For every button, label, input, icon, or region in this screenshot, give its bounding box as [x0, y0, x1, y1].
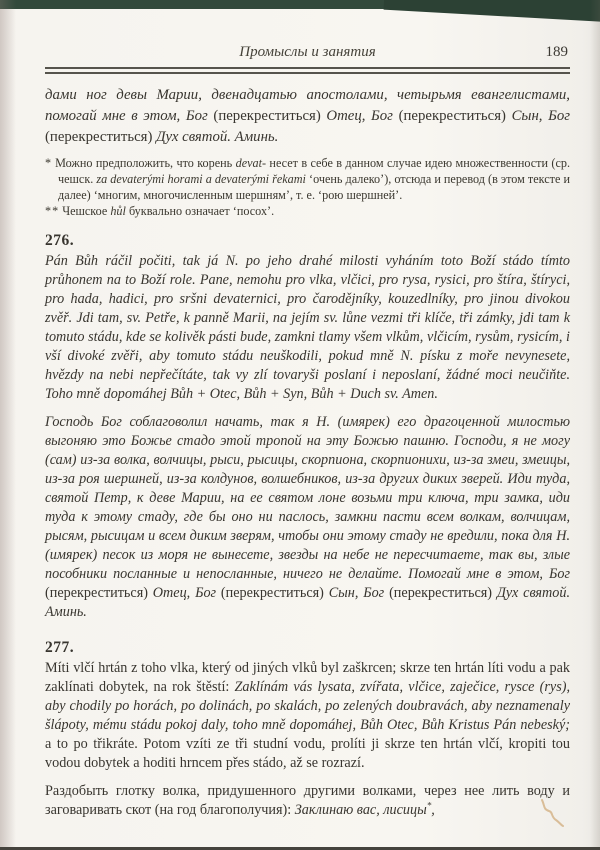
- running-header: [45, 44, 570, 64]
- running-title: Промыслы и занятия: [239, 44, 376, 60]
- page-content: [45, 44, 570, 820]
- top-right-edge-band: [384, 0, 600, 22]
- section-277-czech-text: Míti vlčí hrtán z toho vlka, který od jiných vlků byl zaškrcen; skrze ten hrtán líti vodu a pak zaklínati dobytek, na rok štěstí: Zaklínám vás lysata, zvířata, vlčice, zaječice, rysce (rys), aby chodily po horách, po dolinách, po skalách, po zelených doubravách, aby neznamenaly šlápoty, mému stádu pokoj daly, toho mně dopomáhej, Bůh Otec, Bůh Kristus Pán nebeský; a to po třikráte. Potom vzíti ze tři studní vodu, prolíti ji skrze ten hrtán vlčí, kropiti tou vodou dobytek a hoditi hrncem přes stádo, až se rozrazí.: [45, 660, 571, 771]
- footnote-block: [45, 155, 570, 219]
- left-page-edge-shadow: [0, 0, 16, 850]
- section-number-276: 276.: [45, 232, 75, 249]
- footnote-2-marker: **: [45, 204, 60, 218]
- section-276-russian-translation: Господь Бог соблаговолил начать, так я Н. (имярек) его драгоценной милостью выгоняю это Божье стадо этой тропой на эту Божью пашню. Господи, я не могу (сам) из-за волка, волчицы, рыси, рысицы, скорпиона, скорпионихи, из-за змеи, змеицы, из-за роя шершней, из-за колдунов, волшебников, из-за других диких зверей. Иди туда, святой Петр, к деве Марии, на ее святом лоне возьми три ключа, три замка, иди туда к этому стаду, где бы оно ни паслось, замкни пасти всем волкам, волчицам, рысям, рысицам и всем диким зверям, чтобы они этому стаду не вредили, пока для Н. (имярек) песок из моря не вынесете, звезды на небе не пересчитаете, так вы, злые пособники посланные и непосланные, ничего не делайте. Помогай мне в этом, Бог (перекреститься) Отец, Бог (перекреститься) Сын, Бог (перекреститься) Дух святой. Аминь.: [45, 414, 570, 620]
- section-276-czech-text: Pán Bůh ráčil počiti, tak já N. po jeho drahé milosti vyháním toto Boží stádo tímto průhonem na to Boží role. Pane, nemohu pro vlka, vlčici, pro rysa, rysici, pro štíra, štíryci, pro hada, hadici, pro sršni devaternici, pro čarodějníky, kouzedlníky, pro jinou divokou zvěř. Jdi tam, sv. Petře, k panně Marii, na jejím sv. lůne vezmi tři klíče, tři zámky, jdi tam k tomuto stádu, kde se kolivěk pásti bude, zamkni tlamy všem vlkům, vlčicím, rysům, rysicím, i vší divoké zvěři, aby tomuto stádu neuškodili, pokud mně N. písku z moře nevynesete, hvězdy na nebi nepřečítáte, tak vy zlí tovaryši poslaní i neposlaní, žádné moci neučiňte. Toho mně dopomáhej Bůh + Otec, Bůh + Syn, Bůh + Duch sv. Amen.: [45, 253, 570, 402]
- pen-squiggle-mark: [538, 798, 566, 828]
- footnote-2: [45, 203, 570, 219]
- intro-continuation-paragraph: дами ног девы Марии, двенадцатью апостолами, четырьмя евангелистами, помогай мне в этом, Бог (перекреститься) Отец, Бог (перекреститься) Сын, Бог (перекреститься) Дух святой. Аминь.: [45, 87, 571, 145]
- right-page-edge-shadow: [590, 0, 600, 850]
- footnote-1: [45, 155, 570, 203]
- section-number-277: 277.: [45, 639, 75, 656]
- page-number: 189: [545, 44, 568, 60]
- footnote-1-marker: *: [45, 156, 53, 170]
- footnote-2-text: Чешское hůl буквально означает ‘посох’.: [62, 204, 275, 218]
- section-277-russian-translation: Раздобыть глотку волка, придушенного другими волками, через нее лить воду и заговаривать скот (на год благополучия): Заклинаю вас, лисицы*,: [45, 783, 570, 818]
- header-double-rule: [45, 67, 570, 74]
- footnote-1-text: Можно предположить, что корень devat- несет в себе в данном случае идею множественности (ср. чешск. za devaterými horami a devaterými řekami ‘очень далеко’), отсюда и перевод (в этом тексте и далее) ‘многим, многочисленным шершням’, т. е. ‘рою шершней’.: [55, 156, 570, 202]
